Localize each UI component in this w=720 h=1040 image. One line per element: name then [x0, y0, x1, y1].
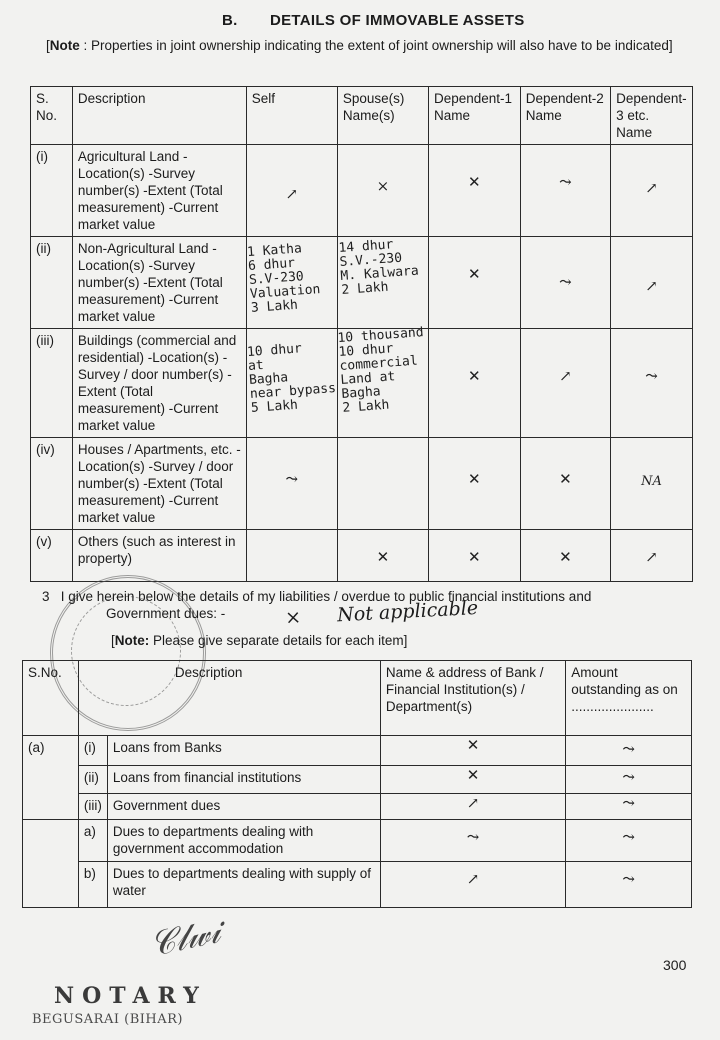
strike-mark: ↗	[466, 794, 480, 812]
strike-mark: ✕	[468, 367, 481, 385]
row-sno: (v)	[31, 530, 73, 582]
strike-mark: ↗	[559, 367, 572, 385]
cell-self	[246, 438, 337, 530]
cell-amount	[566, 766, 692, 794]
liabilities-text: I give herein below the details of my liabilities / overdue to public financial institutions and	[60, 589, 592, 604]
liab-row-water-dues	[23, 862, 692, 908]
strike-mark: ✕	[468, 470, 481, 488]
header-description: Description	[72, 87, 246, 145]
cell-bank	[380, 736, 565, 766]
cell-dependent-2	[520, 145, 610, 237]
row-description: Houses / Apartments, etc. - Location(s) -Survey / door number(s) -Extent (Total measurement) -Current market value	[72, 438, 246, 530]
row-num: (ii)	[78, 766, 107, 794]
header-sno: S. No.	[31, 87, 73, 145]
cell-amount	[566, 862, 692, 908]
handwritten-na: NA	[641, 474, 662, 489]
liabilities-table	[22, 660, 692, 908]
cell-dependent-2	[520, 438, 610, 530]
row-label: Loans from Banks	[107, 736, 380, 766]
cell-bank	[380, 794, 565, 820]
cell-amount	[566, 736, 692, 766]
cell-dependent-3	[611, 329, 693, 438]
not-applicable-text: Not applicable	[336, 596, 479, 627]
strike-mark: ⤳	[559, 273, 572, 291]
strike-mark: ✕	[376, 548, 390, 566]
handwritten-not-applicable: × Not applicable	[284, 596, 479, 630]
row-description: Buildings (commercial and residential) -Location(s) - Survey / door number(s) - Extent (Total measurement) -Current market value	[72, 329, 246, 438]
cell-dependent-2	[520, 329, 610, 438]
header-amount: Amount outstanding as on ......................	[566, 661, 692, 736]
strike-mark: ⤳	[559, 173, 572, 191]
liab-row-accommodation-dues	[23, 820, 692, 862]
group-spacer	[23, 820, 79, 908]
header-dependent-2: Dependent-2 Name	[520, 87, 610, 145]
handwritten-spouse: 10 thousand 10 dhur commercial Land at Bagha 2 Lakh	[336, 325, 424, 416]
strike-mark: ✕	[468, 173, 481, 191]
cell-dependent-3	[611, 438, 693, 530]
note2-label: Note:	[114, 633, 150, 648]
row-label: Dues to departments dealing with supply of water	[107, 862, 380, 908]
cell-bank	[380, 766, 565, 794]
row-sno: (ii)	[31, 237, 73, 329]
strike-mark: ⤳	[622, 740, 635, 758]
strike-mark: ⤳	[622, 794, 635, 812]
handwritten-self: 10 dhur at Bagha near bypass 5 Lakh	[246, 341, 337, 416]
liabilities-text-2: Government dues: -	[106, 606, 226, 621]
row-num: (i)	[78, 736, 107, 766]
row-description: Agricultural Land - Location(s) -Survey number(s) -Extent (Total measurement) -Current market value	[72, 145, 246, 237]
strike-mark: ✕	[466, 736, 480, 754]
strike-mark: ✕	[559, 548, 572, 566]
cell-dependent-1	[428, 329, 520, 438]
cell-spouse	[337, 145, 428, 237]
cell-self-handwritten	[246, 329, 337, 438]
section-title: DETAILS OF IMMOVABLE ASSETS	[270, 12, 525, 29]
row-label: Government dues	[107, 794, 380, 820]
handwritten-spouse: 14 dhur S.V.-230 M. Kalwara 2 Lakh	[337, 237, 420, 298]
cell-dependent-3	[611, 530, 693, 582]
liab-header-row	[23, 661, 692, 736]
row-num: b)	[78, 862, 107, 908]
header-description-text: Description	[174, 665, 243, 680]
cell-spouse	[337, 438, 428, 530]
cell-self	[246, 530, 337, 582]
header-description	[78, 661, 380, 736]
group-label: (a)	[23, 736, 79, 820]
strike-mark: ⤳	[622, 768, 635, 786]
strike-mark: ✕	[468, 265, 481, 283]
row-num: a)	[78, 820, 107, 862]
cell-amount	[566, 820, 692, 862]
row-num: (iii)	[78, 794, 107, 820]
strike-mark: ⤳	[622, 828, 635, 846]
row-description: Others (such as interest in property)	[72, 530, 246, 582]
cell-dependent-3	[611, 237, 693, 329]
header-dependent-1: Dependent-1 Name	[428, 87, 520, 145]
separate-details-note: [Note: Please give separate details for each item]	[111, 633, 408, 648]
cell-dependent-2	[520, 530, 610, 582]
header-dependent-3: Dependent-3 etc. Name	[611, 87, 693, 145]
joint-ownership-note: [Note : Properties in joint ownership indicating the extent of joint ownership will also have to be indicated]	[46, 38, 673, 53]
cell-dependent-1	[428, 145, 520, 237]
strike-mark: ↗	[645, 179, 658, 197]
liab-row-fi-loans	[23, 766, 692, 794]
liab-row-bank-loans	[23, 736, 692, 766]
assets-header-row	[31, 87, 693, 145]
note-label: Note	[49, 38, 80, 53]
notary-stamp-place: BEGUSARAI (BIHAR)	[32, 1012, 183, 1027]
strike-mark: ⤳	[645, 367, 658, 385]
strike-mark: ↗	[645, 277, 658, 295]
header-sno: S.No.	[23, 661, 79, 736]
cell-dependent-1	[428, 530, 520, 582]
assets-row-buildings	[31, 329, 693, 438]
item-number: 3	[42, 589, 50, 604]
assets-row-others	[31, 530, 693, 582]
cell-amount	[566, 794, 692, 820]
strike-mark: ✕	[468, 548, 481, 566]
strike-mark: ↗	[285, 185, 299, 203]
cell-dependent-3	[611, 145, 693, 237]
signature: 𝒞𝓁𝓌𝒾	[146, 911, 224, 965]
notary-stamp-title: NOTARY	[54, 983, 207, 1009]
row-sno: (iii)	[31, 329, 73, 438]
cell-self	[246, 145, 337, 237]
immovable-assets-table	[30, 86, 693, 582]
cell-bank	[380, 820, 565, 862]
strike-mark: ⤳	[622, 870, 635, 888]
assets-row-houses	[31, 438, 693, 530]
row-sno: (i)	[31, 145, 73, 237]
strike-mark: ✕	[466, 766, 480, 784]
cell-bank	[380, 862, 565, 908]
header-bank: Name & address of Bank / Financial Institution(s) / Department(s)	[380, 661, 565, 736]
strike-mark: ↗	[466, 870, 480, 888]
cell-spouse-handwritten	[336, 325, 428, 438]
handwritten-self: 1 Katha 6 dhur S.V-230 Valuation 3 Lakh	[246, 241, 321, 316]
note2-text: Please give separate details for each item]	[149, 633, 408, 648]
cell-self-handwritten	[246, 237, 337, 329]
strike-mark: ↗	[645, 548, 658, 566]
page-number: 300	[663, 957, 687, 973]
header-spouse: Spouse(s) Name(s)	[337, 87, 428, 145]
liab-row-govt-dues	[23, 794, 692, 820]
row-label: Loans from financial institutions	[107, 766, 380, 794]
cell-dependent-1	[428, 237, 520, 329]
row-label: Dues to departments dealing with government accommodation	[107, 820, 380, 862]
section-letter: B.	[222, 12, 238, 29]
strike-mark: ✕	[559, 470, 572, 488]
header-self: Self	[246, 87, 337, 145]
assets-row-agricultural	[31, 145, 693, 237]
row-description: Non-Agricultural Land - Location(s) -Survey number(s) -Extent (Total measurement) -Current market value	[72, 237, 246, 329]
strike-mark: ⤳	[466, 828, 480, 846]
cell-spouse-handwritten	[337, 237, 428, 329]
cell-dependent-1	[428, 438, 520, 530]
strike-mark: ×	[376, 177, 390, 195]
strike-mark: ⤳	[285, 470, 299, 488]
row-sno: (iv)	[31, 438, 73, 530]
cell-spouse	[337, 530, 428, 582]
cell-dependent-2	[520, 237, 610, 329]
assets-row-non-agricultural	[31, 237, 693, 329]
note-text: : Properties in joint ownership indicating the extent of joint ownership will also have to be indicated]	[79, 38, 673, 53]
